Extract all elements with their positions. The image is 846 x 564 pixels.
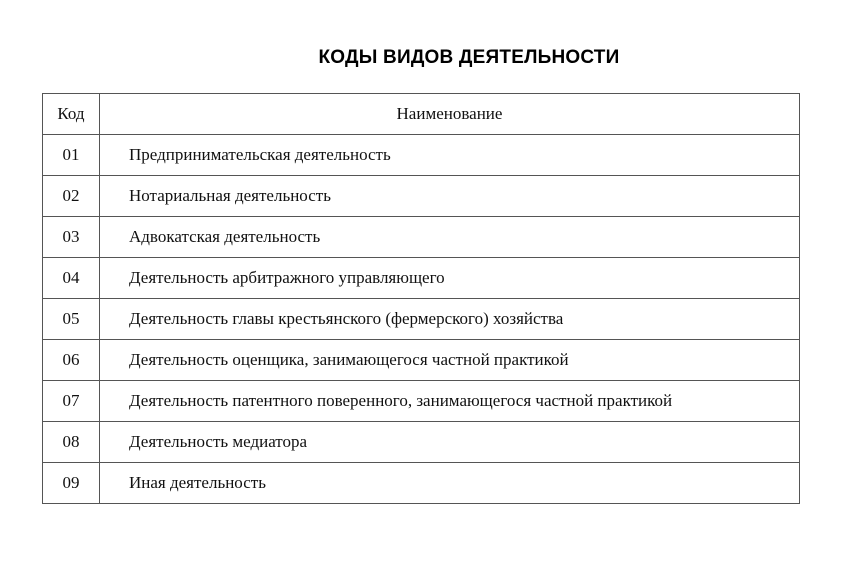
row-code: 03 <box>43 217 100 258</box>
row-name: Иная деятельность <box>100 463 800 504</box>
row-name: Деятельность медиатора <box>100 422 800 463</box>
row-name: Адвокатская деятельность <box>100 217 800 258</box>
row-name: Нотариальная деятельность <box>100 176 800 217</box>
row-name: Предпринимательская деятельность <box>100 135 800 176</box>
row-name: Деятельность оценщика, занимающегося частной практикой <box>100 340 800 381</box>
row-name: Деятельность патентного поверенного, занимающегося частной практикой <box>100 381 800 422</box>
table-row <box>43 463 800 504</box>
row-code: 08 <box>43 422 100 463</box>
table-header-row <box>43 94 800 135</box>
column-header-name: Наименование <box>100 94 800 135</box>
row-code: 05 <box>43 299 100 340</box>
activity-codes-table <box>42 93 800 504</box>
row-code: 02 <box>43 176 100 217</box>
column-header-code: Код <box>43 94 100 135</box>
table-row <box>43 340 800 381</box>
row-code: 06 <box>43 340 100 381</box>
table-row <box>43 299 800 340</box>
row-code: 09 <box>43 463 100 504</box>
table-row <box>43 381 800 422</box>
page-title: КОДЫ ВИДОВ ДЕЯТЕЛЬНОСТИ <box>318 47 620 68</box>
table-row <box>43 176 800 217</box>
table-row <box>43 258 800 299</box>
row-code: 04 <box>43 258 100 299</box>
table-row <box>43 217 800 258</box>
row-name: Деятельность главы крестьянского (фермерского) хозяйства <box>100 299 800 340</box>
row-code: 01 <box>43 135 100 176</box>
table-row <box>43 135 800 176</box>
table-row <box>43 422 800 463</box>
row-code: 07 <box>43 381 100 422</box>
row-name: Деятельность арбитражного управляющего <box>100 258 800 299</box>
